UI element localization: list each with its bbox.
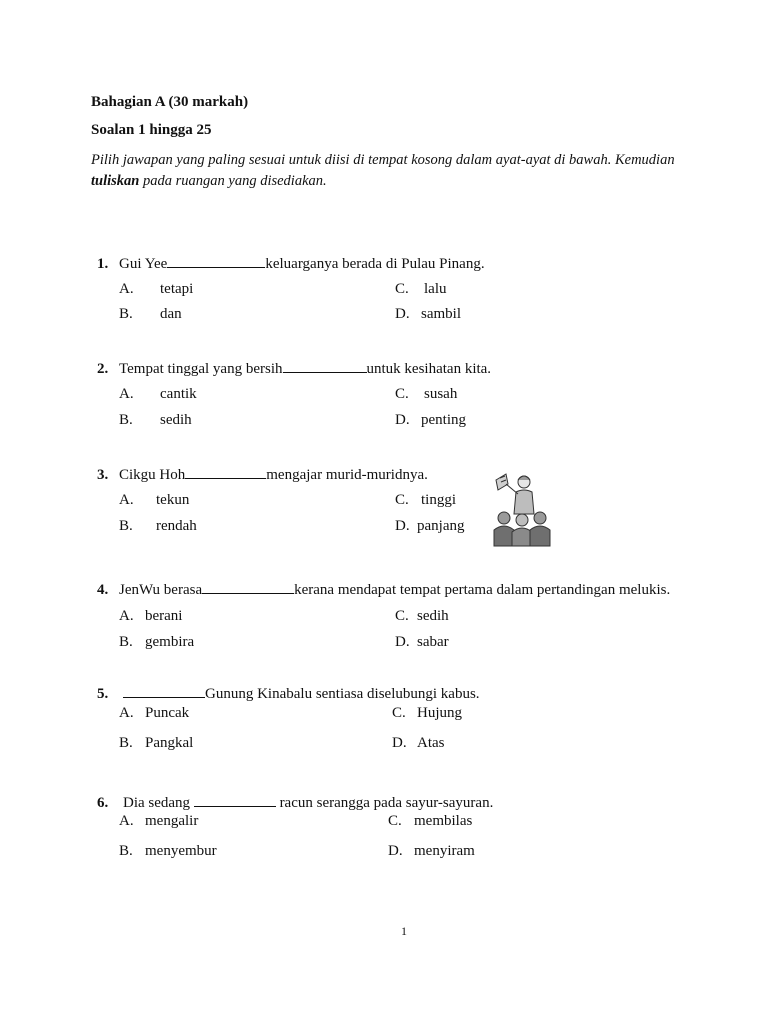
- section-title: Bahagian A (30 markah): [91, 94, 249, 110]
- option-letter: A.: [119, 281, 134, 297]
- option-c: [395, 492, 456, 509]
- option-letter: B.: [119, 735, 133, 751]
- option-letter: C.: [395, 608, 409, 624]
- question-number: 3.: [97, 467, 109, 483]
- option-text: gembira: [145, 634, 195, 650]
- question-2: [97, 360, 491, 378]
- question-text-after: Gunung Kinabalu sentiasa diselubungi kabus.: [205, 686, 480, 702]
- question-number: 1.: [97, 256, 109, 272]
- answer-blank: [123, 685, 205, 698]
- option-text: sedih: [417, 608, 449, 624]
- option-text: berani: [145, 608, 183, 624]
- option-letter: A.: [119, 608, 134, 624]
- option-text: cantik: [160, 386, 197, 402]
- teacher-with-students-icon: [490, 470, 552, 548]
- option-text: sabar: [417, 634, 449, 650]
- option-letter: D.: [395, 306, 410, 322]
- option-letter: C.: [395, 386, 409, 402]
- option-letter: C.: [392, 705, 406, 721]
- option-letter: B.: [119, 412, 133, 428]
- option-text: Hujung: [417, 705, 462, 721]
- option-letter: B.: [119, 518, 133, 534]
- question-text-after: racun serangga pada sayur-sayuran.: [279, 795, 494, 811]
- option-b: [119, 412, 192, 429]
- option-b: [119, 306, 182, 323]
- option-b: [119, 843, 217, 860]
- option-letter: A.: [119, 705, 134, 721]
- option-letter: D.: [392, 735, 407, 751]
- option-letter: B.: [119, 306, 133, 322]
- option-letter: D.: [395, 412, 410, 428]
- answer-blank: [167, 255, 265, 268]
- page-number: 1: [401, 924, 407, 938]
- option-b: [119, 735, 193, 752]
- option-d: [395, 306, 461, 323]
- instruction-text-1: Pilih jawapan yang paling sesuai untuk diisi di tempat kosong dalam ayat-ayat di bawah. Kemudian: [91, 152, 675, 168]
- option-c: [395, 281, 447, 298]
- option-text: lalu: [424, 281, 447, 297]
- option-letter: D.: [395, 634, 410, 650]
- option-letter: D.: [395, 518, 410, 534]
- question-text-after: mengajar murid-muridnya.: [266, 467, 428, 483]
- option-text: menyiram: [414, 843, 475, 859]
- option-d: [395, 412, 466, 429]
- option-text: Puncak: [145, 705, 190, 721]
- question-text-before: Gui Yee: [119, 256, 168, 272]
- option-letter: C.: [395, 281, 409, 297]
- option-text: Atas: [417, 735, 445, 751]
- option-letter: D.: [388, 843, 403, 859]
- option-text: sambil: [421, 306, 461, 322]
- option-c: [395, 386, 457, 403]
- option-b: [119, 634, 194, 651]
- answer-blank: [194, 794, 276, 807]
- option-a: [119, 813, 198, 830]
- instruction-bold-word: tuliskan: [91, 173, 140, 189]
- option-c: [392, 705, 462, 722]
- option-b: [119, 518, 197, 535]
- question-number: 4.: [97, 582, 109, 598]
- answer-blank: [185, 466, 266, 479]
- option-a: [119, 492, 189, 509]
- question-3: [97, 466, 428, 484]
- option-text: tetapi: [160, 281, 194, 297]
- option-text: penting: [421, 412, 466, 428]
- option-c: [388, 813, 472, 830]
- instructions: [91, 150, 711, 192]
- option-d: [392, 735, 445, 752]
- option-letter: A.: [119, 492, 134, 508]
- option-text: membilas: [414, 813, 473, 829]
- option-letter: A.: [119, 813, 134, 829]
- option-letter: B.: [119, 843, 133, 859]
- question-range: Soalan 1 hingga 25: [91, 122, 212, 138]
- option-a: [119, 281, 193, 298]
- option-text: dan: [160, 306, 182, 322]
- question-1: [97, 255, 485, 273]
- option-text: tekun: [156, 492, 190, 508]
- option-d: [395, 634, 449, 651]
- option-d: [395, 518, 464, 535]
- answer-blank: [202, 581, 294, 594]
- question-number: 5.: [97, 686, 109, 702]
- option-c: [395, 608, 449, 625]
- option-letter: B.: [119, 634, 133, 650]
- option-a: [119, 386, 197, 403]
- option-a: [119, 608, 182, 625]
- option-text: rendah: [156, 518, 197, 534]
- option-letter: C.: [395, 492, 409, 508]
- answer-blank: [283, 360, 367, 373]
- question-4: [97, 581, 670, 599]
- question-6: [97, 794, 493, 812]
- question-text-before: Tempat tinggal yang bersih: [119, 361, 283, 377]
- question-text-after: keluarganya berada di Pulau Pinang.: [265, 256, 485, 272]
- question-text-after: kerana mendapat tempat pertama dalam pertandingan melukis.: [294, 582, 671, 598]
- question-text-before: Dia sedang: [123, 795, 191, 811]
- option-text: mengalir: [145, 813, 199, 829]
- question-text-before: Cikgu Hoh: [119, 467, 186, 483]
- option-text: tinggi: [421, 492, 457, 508]
- option-text: Pangkal: [145, 735, 194, 751]
- option-a: [119, 705, 189, 722]
- option-d: [388, 843, 475, 860]
- question-number: 6.: [97, 795, 109, 811]
- question-text-before: JenWu berasa: [119, 582, 203, 598]
- option-text: menyembur: [145, 843, 217, 859]
- option-text: panjang: [417, 518, 465, 534]
- instruction-text-2: pada ruangan yang disediakan.: [142, 173, 327, 189]
- question-number: 2.: [97, 361, 109, 377]
- option-text: susah: [424, 386, 458, 402]
- option-text: sedih: [160, 412, 192, 428]
- option-letter: C.: [388, 813, 402, 829]
- question-5: [97, 685, 480, 703]
- question-text-after: untuk kesihatan kita.: [366, 361, 492, 377]
- option-letter: A.: [119, 386, 134, 402]
